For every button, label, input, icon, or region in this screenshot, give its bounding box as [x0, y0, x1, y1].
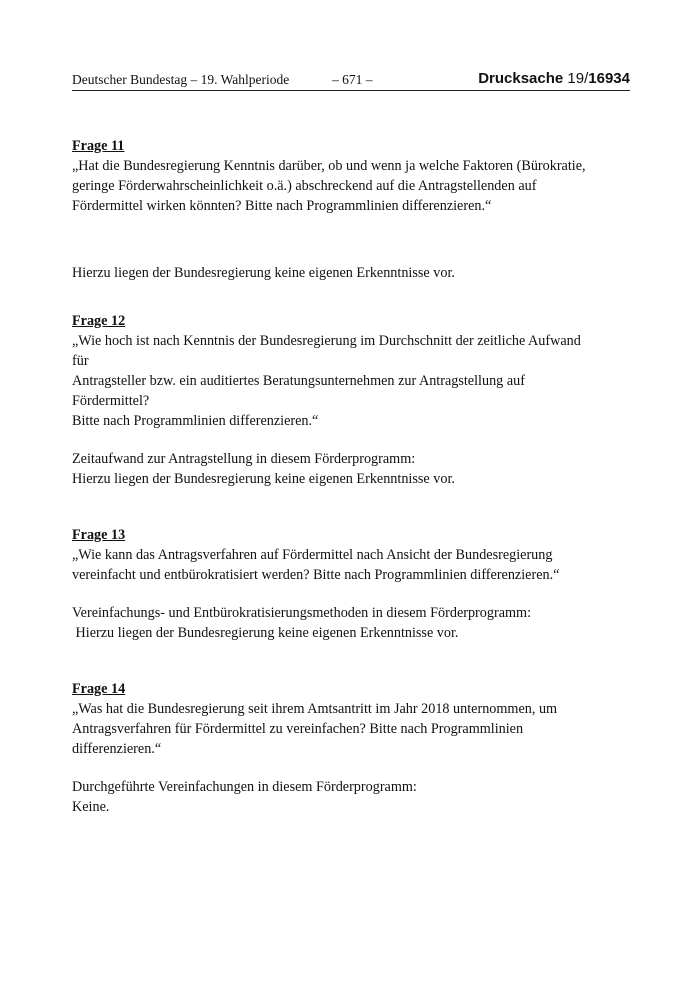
header-doc-label: Drucksache	[478, 70, 564, 87]
question-text-line: geringe Förderwahrscheinlichkeit o.ä.) abschreckend auf die Antragstellenden auf	[72, 178, 537, 194]
answer-text-line: Hierzu liegen der Bundesregierung keine eigenen Erkenntnisse vor.	[72, 471, 455, 487]
answer-text-line: Vereinfachungs- und Entbürokratisierungsmethoden in diesem Förderprogramm:	[72, 605, 532, 621]
header-document-number	[478, 70, 630, 87]
question-text-line: „Wie hoch ist nach Kenntnis der Bundesregierung im Durchschnitt der zeitliche Aufwand für	[72, 333, 581, 369]
page-header	[72, 70, 630, 91]
question-text-line: differenzieren.“	[72, 741, 162, 757]
answer-text-line: Hierzu liegen der Bundesregierung keine eigenen Erkenntnisse vor.	[72, 625, 459, 641]
answer-text-line: Hierzu liegen der Bundesregierung keine eigenen Erkenntnisse vor.	[72, 265, 455, 281]
question-block-13	[72, 525, 592, 643]
question-text-line: Bitte nach Programmlinien differenzieren.“	[72, 413, 319, 429]
answer-text-line: Zeitaufwand zur Antragstellung in diesem Förderprogramm:	[72, 451, 416, 467]
question-text-line: Antragsteller bzw. ein auditiertes Beratungsunternehmen zur Antragstellung auf Fördermittel?	[72, 373, 525, 409]
question-title: Frage 13	[72, 527, 126, 543]
page-body	[72, 136, 592, 817]
header-page-number: – 671 –	[332, 72, 373, 87]
question-title: Frage 14	[72, 681, 126, 697]
question-text-line: „Was hat die Bundesregierung seit ihrem Amtsantritt im Jahr 2018 unternommen, um	[72, 701, 558, 717]
question-title: Frage 11	[72, 138, 125, 154]
header-doc-num-bold: 16934	[588, 70, 630, 87]
question-text-line: vereinfacht und entbürokratisiert werden? Bitte nach Programmlinien differenzieren.“	[72, 567, 560, 583]
question-text-line: „Wie kann das Antragsverfahren auf Fördermittel nach Ansicht der Bundesregierung	[72, 547, 553, 563]
question-text-line: Fördermittel wirken könnten? Bitte nach Programmlinien differenzieren.“	[72, 198, 492, 214]
question-block-11	[72, 136, 592, 283]
answer-text-line: Keine.	[72, 799, 110, 815]
question-block-14	[72, 679, 592, 817]
question-block-12	[72, 311, 592, 489]
question-text-line: „Hat die Bundesregierung Kenntnis darüber, ob und wenn ja welche Faktoren (Bürokratie,	[72, 158, 586, 174]
header-doc-num-plain: 19/	[567, 70, 589, 87]
header-parliament-period: Deutscher Bundestag – 19. Wahlperiode	[72, 72, 290, 87]
question-title: Frage 12	[72, 313, 126, 329]
answer-text-line: Durchgeführte Vereinfachungen in diesem Förderprogramm:	[72, 779, 417, 795]
question-text-line: Antragsverfahren für Fördermittel zu vereinfachen? Bitte nach Programmlinien	[72, 721, 524, 737]
